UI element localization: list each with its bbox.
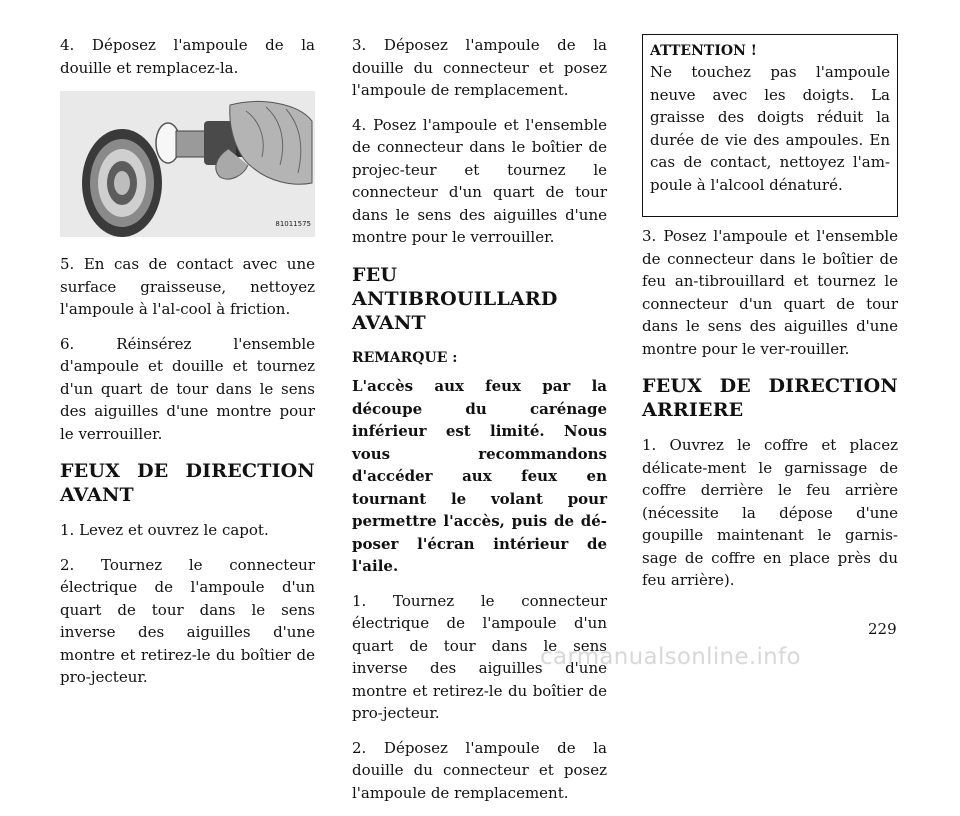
column-left [60,34,315,701]
heading-front-turn-signals: FEUX DE DIRECTION AVANT [60,460,315,506]
step-6-reinsert: 6. Réinsérez l'ensemble d'ampoule et douille et tournez d'un quart de tour dans le sens des aiguilles d'une montre pour le verrouiller. [60,334,315,443]
watermark: carmanualsonline.info [540,644,801,670]
column-right [642,34,898,604]
warning-title: ATTENTION ! [650,43,757,59]
page-number: 229 [868,620,897,638]
column-middle [352,34,607,816]
bulb-socket-illustration [60,91,315,237]
fog-step-3: 3. Posez l'ampoule et l'ensemble de connecteur dans le boîtier de feu an-tibrouillard et tournez le connecteur d'un quart de tour dans le sens des aiguilles d'une montre pour le ver-rouiller. [642,227,898,358]
note-text: L'accès aux feux par la découpe du carénage inférieur est limité. Nous vous recommandons d'accéder aux feux en tournant le volant pour permettre l'accès, puis de dé-poser l'écran intérieur de l'aile. [352,377,607,575]
front-turn-step-3: 3. Déposez l'ampoule de la douille du connecteur et posez l'ampoule de remplacement. [352,36,607,99]
front-turn-step-4: 4. Posez l'ampoule et l'ensemble de connecteur dans le boîtier de projec-teur et tournez le connecteur d'un quart de tour dans le sens des aiguilles d'une montre pour le verrouiller. [352,115,607,246]
heading-front-fog-lamp: FEU ANTIBROUILLARD AVANT [352,263,558,334]
heading-rear-turn-signals: FEUX DE DIRECTION ARRIERE [642,375,898,421]
front-turn-step-2: 2. Tournez le connecteur électrique de l'ampoule d'un quart de tour dans le sens inverse des aiguilles d'une montre et retirez-le du boîtier de pro-jecteur. [60,555,315,686]
step-4-remove-bulb: 4. Déposez l'ampoule de la douille et remplacez-la. [60,36,315,77]
figure-reference-code: 81011575 [275,219,311,228]
fog-step-2: 2. Déposez l'ampoule de la douille du connecteur et posez l'ampoule de remplacement. [352,738,607,802]
rear-turn-step-1: 1. Ouvrez le coffre et placez délicate-ment le garnissage de coffre derrière le feu arrière (nécessite la dépose d'une goupille maintenant le garnis-sage de coffre en place près du feu arrière). [642,436,898,589]
step-5-clean-bulb: 5. En cas de contact avec une surface graisseuse, nettoyez l'ampoule à l'al-cool à friction. [60,255,315,318]
note-label: REMARQUE : [352,349,458,366]
warning-text: Ne touchez pas l'ampoule neuve avec les doigts. La graisse des doigts réduit la durée de vie des ampoules. En cas de contact, nettoyez l'am-poule à l'alcool dénaturé. [650,63,890,194]
fog-step-1: 1. Tournez le connecteur électrique de l'ampoule d'un quart de tour dans le sens inverse des aiguilles d'une montre et retirez-le du boîtier de pro-jecteur. [352,591,607,722]
front-turn-step-1: 1. Levez et ouvrez le capot. [60,521,269,539]
warning-box [642,34,898,217]
